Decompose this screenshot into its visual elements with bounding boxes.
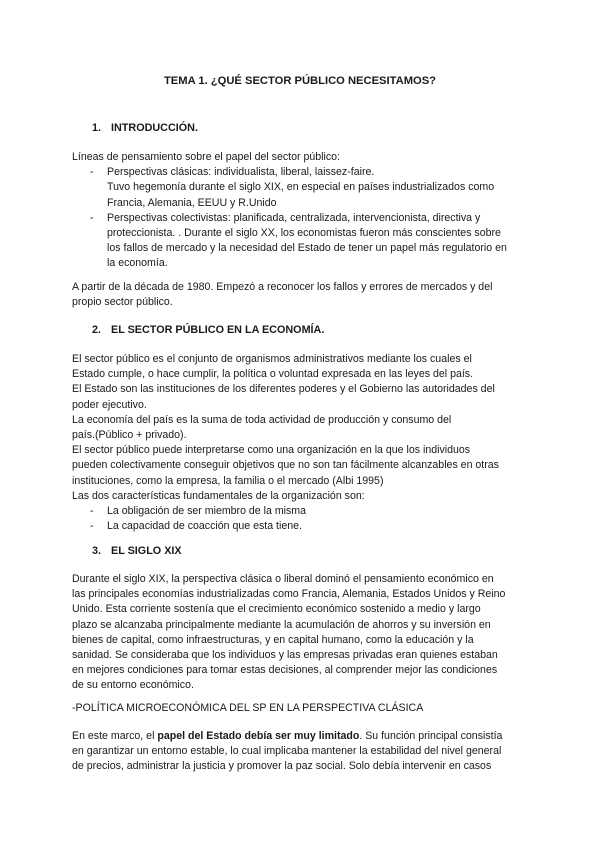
paragraph-line: La economía del país es la suma de toda actividad de producción y consumo del [72,413,452,426]
paragraph-line: bienes de capital, como infraestructuras, y en capital humano, como la educación y la [72,633,474,646]
paragraph-line: pueden colectivamente conseguir objetivos que no son tan fácilmente alcanzables en otras [72,459,499,472]
list-item-line: los fallos de mercado y la necesidad del Estado de tener un papel más regulatorio en [107,242,507,255]
paragraph-line: país.(Público + privado). [72,429,187,442]
section-heading-introduccion [92,121,198,136]
list-item [72,211,532,272]
section-heading-siglo-xix [92,544,182,559]
paragraph-line: en mejores condiciones para tomar estas decisiones, al comprender mejor las condiciones [72,664,498,677]
list-item-line: proteccionista. . Durante el siglo XX, los economistas fueron más conscientes sobre [107,227,501,240]
paragraph-line: de precios, administrar la justicia y promover la paz social. Solo debía intervenir en casos [72,760,492,773]
paragraph-line: propio sector público. [72,296,173,309]
paragraph-line: Las dos características fundamentales de la organización son: [72,489,365,502]
section-title: INTRODUCCIÓN. [111,122,198,134]
intro-block [72,150,532,272]
section-number: 1. [92,122,102,134]
paragraph-line [72,729,532,744]
paragraph-line: en garantizar un entorno estable, lo cual implicaba mantener la estabilidad del nivel general [72,745,502,758]
paragraph-line: El Estado son las instituciones de los diferentes poderes y el Gobierno las autoridades del [72,383,495,396]
subheading-politica-microeconomica [72,701,532,716]
text-run: . Su función principal consistía [359,730,503,742]
paragraph-line: Estado cumple, o hace cumplir, la política o voluntad expresada en las leyes del país. [72,368,474,381]
section-number: 2. [92,324,102,336]
paragraph-line: poder ejecutivo. [72,398,147,411]
intro-list [72,165,532,271]
paragraph-line: las principales economías industrializadas como Francia, Alemania, Estados Unidos y Reino [72,588,506,601]
intro-closing [72,280,532,310]
paragraph-line: El sector público es el conjunto de organismos administrativos mediante los cuales el [72,353,472,365]
list-item: - La capacidad de coacción que esta tiene. [72,519,532,534]
paragraph-line: El sector público puede interpretarse como una organización en la que los individuos [72,444,471,457]
text-run: En este marco, el [72,730,158,742]
section-number: 3. [92,545,102,557]
list-item-line: Tuvo hegemonía durante el siglo XIX, en especial en países industrializados como [107,181,495,194]
section-title: EL SECTOR PÚBLICO EN LA ECONOMÍA. [111,324,325,336]
page-title: TEMA 1. ¿QUÉ SECTOR PÚBLICO NECESITAMOS? [163,75,437,87]
paragraph-line: A partir de la década de 1980. Empezó a reconocer los fallos y errores de mercados y del [72,281,493,293]
siglo-final-block [72,729,532,775]
list-item-line: - Perspectivas colectivistas: planificada, centralizada, intervencionista, directiva y [107,211,481,224]
paragraph-line: sanidad. Se consideraba que los individuos y las empresas privadas eran quienes estaban [72,649,498,662]
paragraph-line: instituciones, como la empresa, la familia o el mercado (Albi 1995) [72,474,384,487]
sector-list [72,504,532,534]
list-item-line: la economía. [107,257,168,270]
siglo-block [72,572,532,694]
paragraph-line: Durante el siglo XIX, la perspectiva clásica o liberal dominó el pensamiento económico en [72,573,494,585]
intro-lead: Líneas de pensamiento sobre el papel del sector público: [72,151,340,163]
paragraph-line: plazo se alcanzaba principalmente mediante la acumulación de ahorros y su inversión en [72,618,491,631]
subheading: -POLÍTICA MICROECONÓMICA DEL SP EN LA PERSPECTIVA CLÁSICA [72,702,424,714]
list-item [72,165,532,211]
paragraph-line: Unido. Esta corriente sostenía que el crecimiento económico sostenido a medio y largo [72,603,481,616]
section-title: EL SIGLO XIX [111,545,182,557]
list-item: - La obligación de ser miembro de la misma [72,504,532,519]
bold-text-run: papel del Estado debía ser muy limitado [157,730,360,742]
list-item-line: - Perspectivas clásicas: individualista, liberal, laissez-faire. [107,166,375,179]
list-item-line: Francia, Alemania, EEUU y R.Unido [107,196,277,209]
paragraph-line: de su entorno económico. [72,679,194,692]
section-heading-sector-publico [92,323,324,338]
sector-block [72,352,532,534]
